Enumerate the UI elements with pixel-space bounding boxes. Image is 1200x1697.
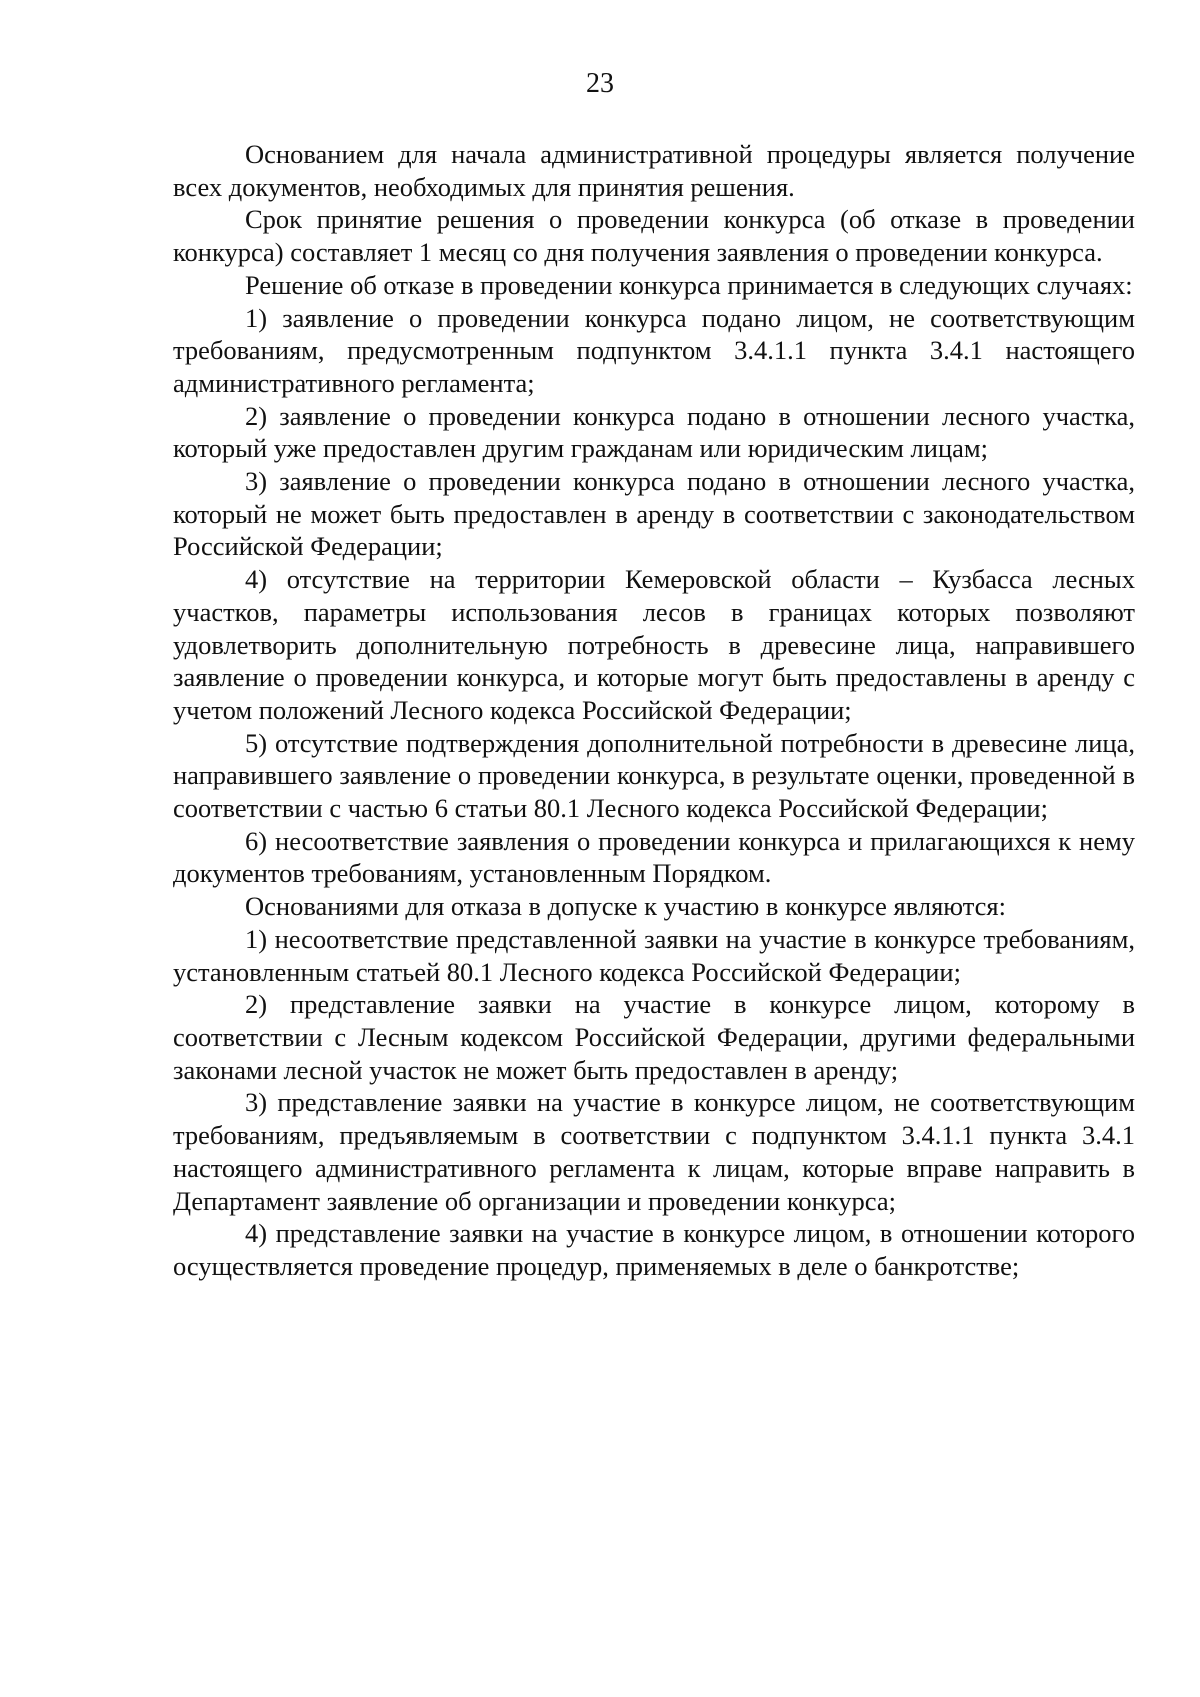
- list-item-admission-refusal-1: 1) несоответствие представленной заявки на участие в конкурсе требованиям, установленным статьей 80.1 Лесного кодекса Российской Федерации;: [173, 923, 1135, 987]
- list-item-refusal-5: 5) отсутствие подтверждения дополнительной потребности в древесине лица, направившего заявление о проведении конкурса, в результате оценки, проведенной в соответствии с частью 6 статьи 80.1 Лесного кодекса Российской Федерации;: [173, 727, 1135, 824]
- document-body: [173, 138, 1135, 1283]
- list-item-refusal-6: 6) несоответствие заявления о проведении конкурса и прилагающихся к нему документов требованиям, установленным Порядком.: [173, 825, 1135, 889]
- list-item-refusal-2: 2) заявление о проведении конкурса подано в отношении лесного участка, который уже предоставлен другим гражданам или юридическим лицам;: [173, 400, 1135, 464]
- page-number: 23: [586, 68, 614, 99]
- paragraph-basis-for-procedure: Основанием для начала административной процедуры является получение всех документов, необходимых для принятия решения.: [173, 139, 1135, 202]
- list-item-refusal-1: 1) заявление о проведении конкурса подано лицом, не соответствующим требованиям, предусмотренным подпунктом 3.4.1.1 пункта 3.4.1 настоящего административного регламента;: [173, 302, 1135, 398]
- paragraph-admission-refusal-intro: Основаниями для отказа в допуске к участию в конкурсе являются:: [245, 891, 1006, 922]
- list-item-admission-refusal-4: 4) представление заявки на участие в конкурсе лицом, в отношении которого осуществляется проведение процедур, применяемых в деле о банкротстве;: [173, 1218, 1135, 1281]
- list-item-admission-refusal-2: 2) представление заявки на участие в конкурсе лицом, которому в соответствии с Лесным кодексом Российской Федерации, другими федеральными законами лесной участок не может быть предоставлен в аренду;: [173, 989, 1135, 1085]
- list-item-refusal-3: 3) заявление о проведении конкурса подано в отношении лесного участка, который не может быть предоставлен в аренду в соответствии с законодательством Российской Федерации;: [173, 466, 1135, 562]
- list-item-admission-refusal-3: 3) представление заявки на участие в конкурсе лицом, не соответствующим требованиям, предъявляемым в соответствии с подпунктом 3.4.1.1 пункта 3.4.1 настоящего административного регламента к лицам, которые вправе направить в Департамент заявление об организации и проведении конкурса;: [173, 1087, 1135, 1216]
- paragraph-decision-term: Срок принятие решения о проведении конкурса (об отказе в проведении конкурса) составляет 1 месяц со дня получения заявления о проведении конкурса.: [173, 204, 1135, 268]
- paragraph-refusal-cases-intro: Решение об отказе в проведении конкурса принимается в следующих случаях:: [245, 269, 1133, 300]
- list-item-refusal-4: 4) отсутствие на территории Кемеровской области – Кузбасса лесных участков, параметры использования лесов в границах которых позволяют удовлетворить дополнительную потребность в древесине лица, направившего заявление о проведении конкурса, и которые могут быть предоставлены в аренду с учетом положений Лесного кодекса Российской Федерации;: [173, 564, 1135, 725]
